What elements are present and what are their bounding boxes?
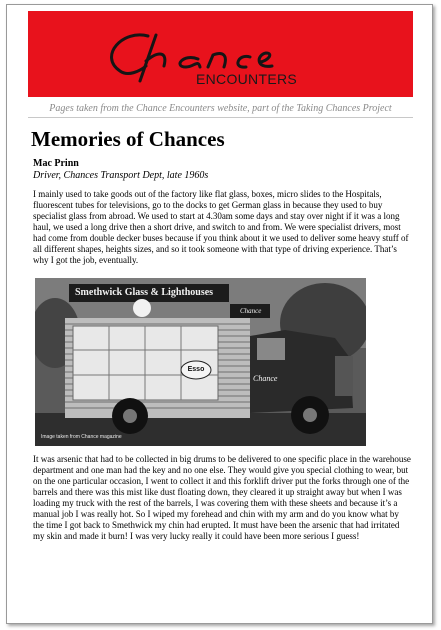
paragraph-1: I mainly used to take goods out of the factory like flat glass, boxes, micro slides to the Hospitals, fluorescent tubes for televisions, go to the docks to get German glass in because they used to buy specialist glass from abroad. We used to start at 4.30am some days and stay over night if it was a long haul, we used a long drive then a short drive, and switch to and from. We were specialist drivers, most had come from double decker buses because if you think about it we used to deliver some heavy stuff of all different shapes, heights sizes, and so it took someone with that type of driving experience. That’s why I got the job, eventually. [33,189,409,265]
photo-caption: Image taken from Chance magazine [41,434,122,440]
paragraph-2: It was arsenic that had to be collected in big drums to be delivered to one specific place in the warehouse department and one man had the key and no one else. They would give you special clothing to wear, but on the one particular occasion, I went to collect it and this forklift driver put the forks through one of the barrels and there was this mist like dust floating down, they cleared it up straight away but when I was loading my truck with the rest of the barrels, I was covering them with these sheets and because it’s a manual job I was really hot. So I wiped my forehead and chin with my arm and do you know what by the time I got back to Smethwick my chin had erupted. It must have been the arsenic that had irritated my skin and made it burn! I was very lucky really it could have been more serious I guess! [33,454,411,541]
author-name: Mac Prinn [33,158,79,169]
page-title: Memories of Chances [31,127,225,151]
header-banner [28,11,413,97]
truck-photo [35,278,366,446]
truck-sign: Smethwick Glass & Lighthouses [75,287,214,298]
logo-subtitle: ENCOUNTERS [196,71,298,87]
esso-badge: Esso [187,366,205,373]
author-role: Driver, Chances Transport Dept, late 1960s [33,170,209,181]
tagline: Pages taken from the Chance Encounters website, part of the Taking Chances Project [28,103,413,118]
cab-label: Chance [253,374,278,383]
truck-top-sign: Chance [240,307,262,315]
document-page [6,4,433,624]
